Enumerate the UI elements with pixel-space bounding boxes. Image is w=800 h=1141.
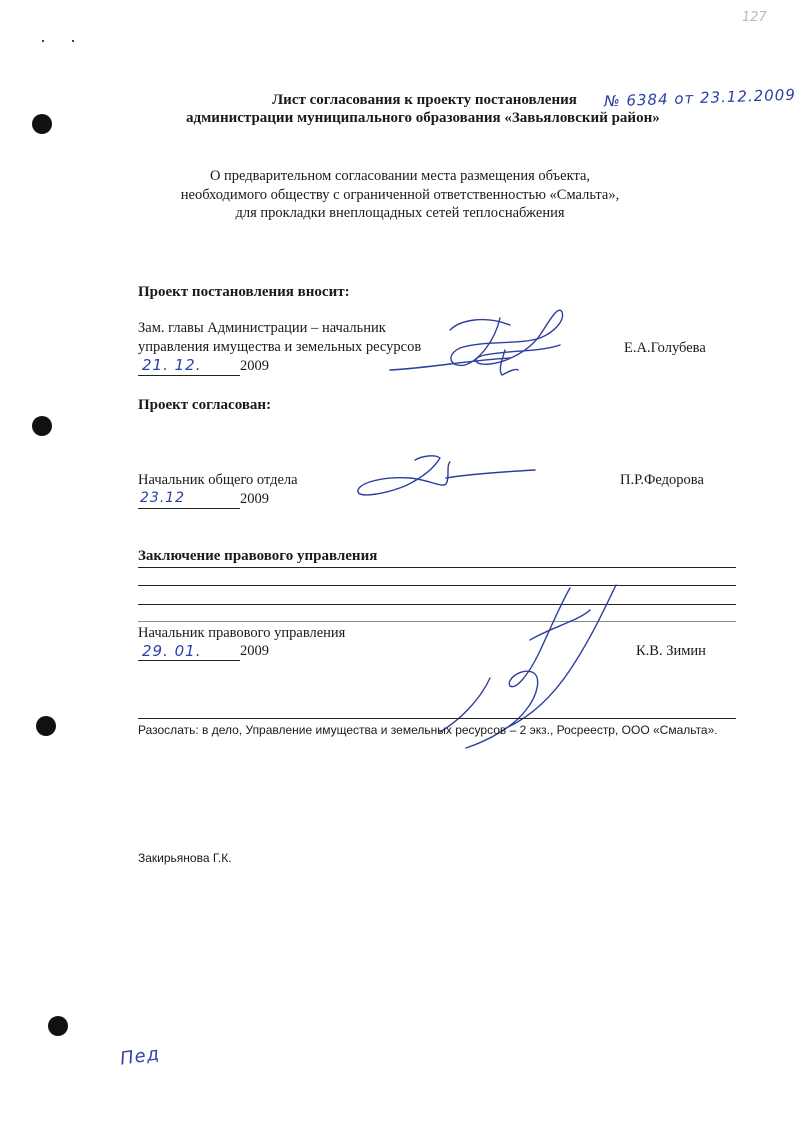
scan-speck [42, 40, 44, 42]
date-underline [138, 375, 240, 376]
subject-line3: для прокладки внеплощадных сетей теплоснабжения [235, 205, 565, 221]
submitter-year: 2009 [240, 358, 269, 374]
document-title-line1: Лист согласования к проекту постановления [272, 92, 577, 108]
signature-fedorova [350, 448, 550, 508]
document-title-line2: администрации муниципального образования «Завьяловский район» [186, 110, 660, 126]
submitted-by-heading: Проект постановления вносит: [138, 284, 350, 300]
legal-year: 2009 [240, 643, 269, 659]
handwritten-document-number: № 6384 от 23.12.2009 [603, 85, 797, 111]
agreed-heading: Проект согласован: [138, 397, 272, 413]
scan-speck [72, 40, 74, 42]
subject-line1: О предварительном согласовании места размещения объекта, [209, 168, 591, 184]
submitter-name: Е.А.Голубева [624, 340, 706, 356]
subject-line2: необходимого обществу с ограниченной ответственностью «Смальта», [180, 187, 620, 203]
agreed-year: 2009 [240, 491, 269, 507]
legal-name: К.В. Зимин [636, 643, 706, 659]
punch-hole [48, 1016, 68, 1036]
distribution-list: Разослать: в дело, Управление имущества и земельных ресурсов – 2 экз., Росреестр, ООО «Смальта». [138, 723, 718, 737]
punch-hole [32, 416, 52, 436]
agreed-date: 23.12 [140, 490, 186, 506]
punch-hole [36, 716, 56, 736]
agreed-name: П.Р.Федорова [620, 472, 704, 488]
date-underline [138, 660, 240, 661]
signature-golubeva [390, 300, 590, 380]
submitter-position-line1: Зам. главы Администрации – начальник [138, 320, 386, 336]
submitter-date: 21. 12. [142, 356, 202, 374]
bottom-handwritten-mark: Пед [118, 1043, 162, 1070]
distribution-rule [138, 718, 736, 719]
legal-position: Начальник правового управления [138, 625, 346, 641]
punch-hole [32, 114, 52, 134]
corner-mark: 127 [742, 10, 767, 25]
legal-date: 29. 01. [142, 642, 202, 660]
legal-heading: Заключение правового управления [138, 548, 378, 564]
agreed-position: Начальник общего отдела [138, 472, 298, 488]
date-underline [138, 508, 240, 509]
submitter-position-line2: управления имущества и земельных ресурсов [138, 339, 422, 355]
executor-name: Закирьянова Г.К. [138, 851, 232, 865]
legal-line [138, 567, 736, 568]
